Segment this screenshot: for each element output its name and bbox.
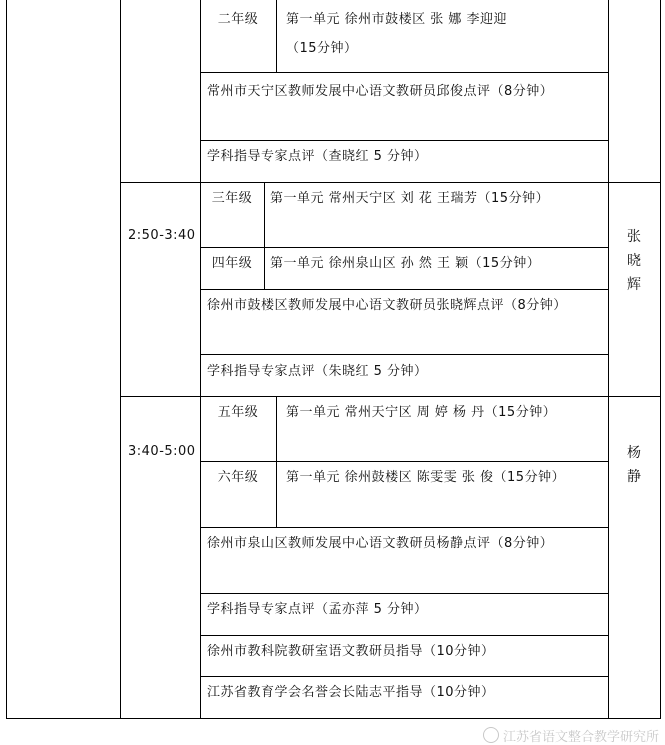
row-line <box>200 527 609 528</box>
expert-cell: 学科指导专家点评（朱晓红 5 分钟） <box>207 364 428 379</box>
table-col-line-3a <box>276 0 277 72</box>
review-cell: 徐州市鼓楼区教师发展中心语文教研员张晓辉点评（8分钟） <box>207 298 567 313</box>
row-line <box>200 635 609 636</box>
review-cell: 常州市天宁区教师发展中心语文教研员邱俊点评（8分钟） <box>207 84 554 99</box>
grade-cell: 三年级 <box>211 191 253 206</box>
row-line <box>200 247 609 248</box>
row-line <box>200 354 609 355</box>
table-border-bottom <box>6 718 661 719</box>
table-col-line-2 <box>200 0 201 718</box>
watermark-text: 江苏省语文整合教学研究所 <box>502 730 659 745</box>
time-cell: 3:40-5:00 <box>128 444 196 459</box>
guidance-cell: 徐州市教科院教研室语文教研员指导（10分钟） <box>207 644 495 659</box>
grade-cell: 五年级 <box>217 405 259 420</box>
row-line <box>200 289 609 290</box>
row-line <box>120 396 661 397</box>
table-border-left <box>6 0 7 718</box>
table-border-right <box>660 0 661 718</box>
row-line <box>200 676 609 677</box>
lesson-cell: 第一单元 徐州鼓楼区 陈雯雯 张 俊（15分钟） <box>286 470 566 485</box>
grade-cell: 六年级 <box>217 470 259 485</box>
row-line <box>120 182 661 183</box>
host-cell: 张晓辉 <box>627 229 641 293</box>
watermark <box>483 726 659 745</box>
lesson-cell: 第一单元 常州天宁区 周 婷 杨 丹（15分钟） <box>286 405 557 420</box>
row-line <box>200 461 609 462</box>
expert-cell: 学科指导专家点评（查晓红 5 分钟） <box>207 149 428 164</box>
time-cell: 2:50-3:40 <box>128 228 196 243</box>
lesson-cell-line2: （15分钟） <box>286 41 358 56</box>
wechat-icon <box>483 727 499 743</box>
lesson-cell-line1: 第一单元 徐州市鼓楼区 张 娜 李迎迎 <box>286 12 508 27</box>
row-line <box>200 140 609 141</box>
expert-cell: 学科指导专家点评（孟亦萍 5 分钟） <box>207 602 428 617</box>
grade-cell: 二年级 <box>217 12 259 27</box>
guidance-cell: 江苏省教育学会名誉会长陆志平指导（10分钟） <box>207 685 495 700</box>
lesson-cell: 第一单元 常州天宁区 刘 花 王瑞芳（15分钟） <box>270 191 550 206</box>
lesson-cell: 第一单元 徐州泉山区 孙 然 王 颖（15分钟） <box>270 256 541 271</box>
host-cell: 杨静 <box>627 445 641 485</box>
row-line <box>200 593 609 594</box>
grade-cell: 四年级 <box>211 256 253 271</box>
row-line <box>200 72 609 73</box>
table-col-line-1 <box>120 0 121 718</box>
table-col-line-3b <box>264 182 265 289</box>
table-col-line-4 <box>608 0 609 718</box>
review-cell: 徐州市泉山区教师发展中心语文教研员杨静点评（8分钟） <box>207 536 554 551</box>
